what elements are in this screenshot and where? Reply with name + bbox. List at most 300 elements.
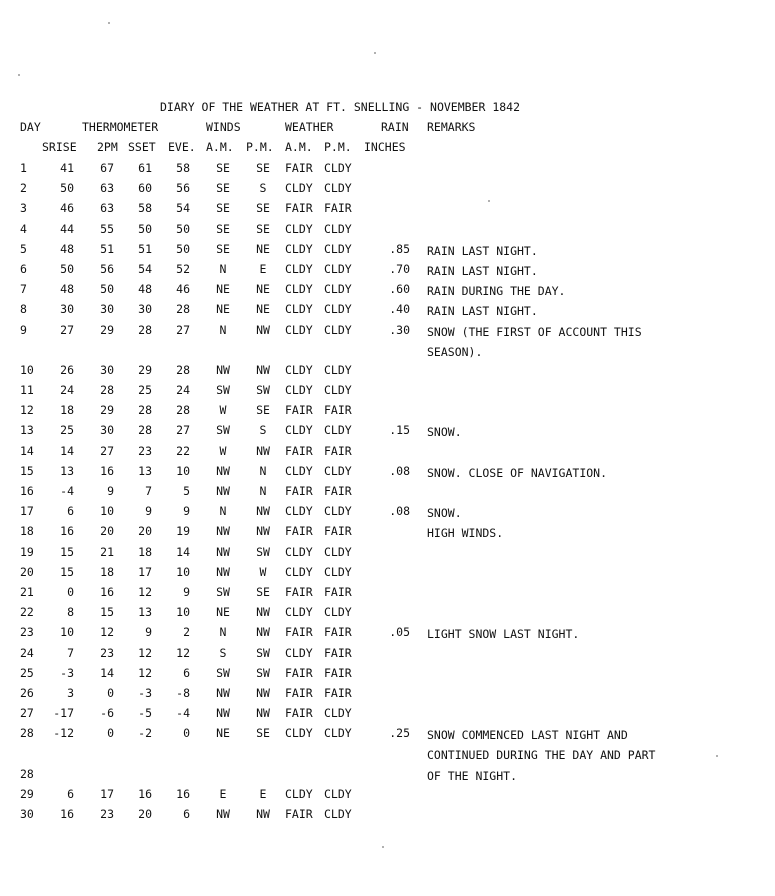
cell-weather-am: FAIR bbox=[285, 685, 313, 700]
cell-sset: 25 bbox=[138, 383, 152, 398]
document-title: DIARY OF THE WEATHER AT FT. SNELLING - NOVEMBER 1842 bbox=[160, 100, 521, 114]
cell-srise: 41 bbox=[60, 161, 74, 175]
cell-rain: .08 bbox=[389, 463, 410, 478]
cell-day: 4 bbox=[20, 221, 27, 236]
cell-winds-am: NW bbox=[216, 524, 230, 539]
cell-srise: 46 bbox=[60, 201, 74, 216]
cell-2pm: 16 bbox=[100, 463, 114, 478]
cell-winds-pm: NW bbox=[256, 322, 270, 337]
cell-sset: -2 bbox=[138, 726, 152, 741]
cell-2pm: 28 bbox=[100, 383, 114, 398]
cell-weather-am: CLDY bbox=[285, 463, 313, 478]
cell-winds-pm: W bbox=[259, 564, 267, 579]
cell-eve: 52 bbox=[176, 261, 190, 276]
cell-2pm: 20 bbox=[100, 524, 114, 539]
cell-remarks: RAIN DURING THE DAY. bbox=[427, 284, 566, 299]
scan-speck bbox=[382, 846, 384, 848]
cell-rain: .85 bbox=[389, 241, 410, 256]
cell-day: 23 bbox=[20, 625, 34, 640]
cell-day: 14 bbox=[20, 443, 34, 458]
cell-weather-pm: CLDY bbox=[324, 181, 352, 196]
cell-winds-pm: SW bbox=[256, 665, 270, 680]
cell-srise: -17 bbox=[53, 706, 74, 721]
cell-srise: 24 bbox=[60, 383, 74, 398]
cell-day: 5 bbox=[20, 241, 27, 256]
table-row bbox=[0, 624, 775, 644]
table-row bbox=[0, 645, 775, 665]
cell-weather-am: FAIR bbox=[285, 584, 313, 599]
cell-weather-pm: CLDY bbox=[324, 605, 352, 620]
table-row bbox=[0, 241, 775, 261]
cell-winds-pm: NE bbox=[256, 241, 270, 256]
cell-srise: -3 bbox=[60, 665, 74, 680]
cell-eve: 58 bbox=[176, 161, 190, 175]
scan-speck bbox=[488, 200, 490, 202]
cell-eve: 9 bbox=[183, 504, 190, 519]
cell-winds-am: E bbox=[219, 786, 227, 801]
cell-eve: 50 bbox=[176, 241, 190, 256]
cell-winds-am: N bbox=[219, 322, 227, 337]
cell-sset: 9 bbox=[145, 625, 152, 640]
cell-winds-pm: NW bbox=[256, 524, 270, 539]
cell-winds-am: SE bbox=[216, 181, 230, 196]
cell-srise: 50 bbox=[60, 261, 74, 276]
subheader-winds-pm: P.M. bbox=[246, 140, 274, 154]
cell-rain: .40 bbox=[389, 302, 410, 317]
header-remarks: REMARKS bbox=[427, 120, 476, 134]
header-weather: WEATHER bbox=[285, 120, 334, 134]
cell-sset: 17 bbox=[138, 564, 152, 579]
cell-winds-am: NW bbox=[216, 807, 230, 822]
cell-weather-am: CLDY bbox=[285, 322, 313, 337]
cell-day: 22 bbox=[20, 605, 34, 620]
cell-day: 19 bbox=[20, 544, 34, 559]
cell-sset: 12 bbox=[138, 645, 152, 660]
subheader-2pm: 2PM bbox=[97, 140, 118, 154]
cell-winds-pm: SE bbox=[256, 726, 270, 741]
cell-weather-am: CLDY bbox=[285, 544, 313, 559]
weather-table bbox=[0, 160, 775, 826]
cell-winds-am: NW bbox=[216, 463, 230, 478]
cell-weather-pm: CLDY bbox=[324, 504, 352, 519]
cell-day: 10 bbox=[20, 362, 34, 377]
table-row bbox=[0, 443, 775, 463]
table-row bbox=[0, 362, 775, 382]
table-row bbox=[0, 544, 775, 564]
cell-sset: 60 bbox=[138, 181, 152, 196]
cell-weather-am: CLDY bbox=[285, 362, 313, 377]
cell-sset: 7 bbox=[145, 484, 152, 499]
cell-day-repeat: 28 bbox=[20, 766, 34, 781]
cell-srise: 15 bbox=[60, 564, 74, 579]
cell-weather-pm: FAIR bbox=[324, 403, 352, 418]
cell-winds-pm: S bbox=[259, 423, 267, 438]
cell-sset: 20 bbox=[138, 807, 152, 822]
cell-winds-pm: NW bbox=[256, 362, 270, 377]
cell-day: 6 bbox=[20, 261, 27, 276]
cell-srise: 26 bbox=[60, 362, 74, 377]
header-thermometer: THERMOMETER bbox=[82, 120, 159, 134]
cell-sset: 48 bbox=[138, 282, 152, 297]
cell-sset: -3 bbox=[138, 685, 152, 700]
cell-2pm: 30 bbox=[100, 302, 114, 317]
cell-winds-am: NW bbox=[216, 362, 230, 377]
cell-winds-am: SW bbox=[216, 584, 230, 599]
cell-2pm: 63 bbox=[100, 201, 114, 216]
cell-sset: 28 bbox=[138, 423, 152, 438]
cell-2pm: 63 bbox=[100, 181, 114, 196]
cell-winds-pm: NW bbox=[256, 605, 270, 620]
cell-weather-pm: CLDY bbox=[324, 786, 352, 801]
table-row bbox=[0, 564, 775, 584]
cell-2pm: 14 bbox=[100, 665, 114, 680]
table-row bbox=[0, 322, 775, 362]
cell-eve: 16 bbox=[176, 786, 190, 801]
cell-weather-am: FAIR bbox=[285, 161, 313, 175]
cell-weather-am: CLDY bbox=[285, 605, 313, 620]
cell-weather-am: CLDY bbox=[285, 564, 313, 579]
cell-eve: 0 bbox=[183, 726, 190, 741]
cell-rain: .25 bbox=[389, 726, 410, 741]
table-row bbox=[0, 705, 775, 725]
cell-sset: 23 bbox=[138, 443, 152, 458]
cell-weather-pm: FAIR bbox=[324, 524, 352, 539]
subheader-inches: INCHES bbox=[364, 140, 406, 154]
cell-winds-pm: SE bbox=[256, 201, 270, 216]
cell-weather-am: CLDY bbox=[285, 261, 313, 276]
cell-eve: 9 bbox=[183, 584, 190, 599]
cell-winds-am: SW bbox=[216, 423, 230, 438]
cell-eve: 10 bbox=[176, 463, 190, 478]
cell-weather-pm: CLDY bbox=[324, 544, 352, 559]
cell-eve: 28 bbox=[176, 403, 190, 418]
cell-winds-am: N bbox=[219, 261, 227, 276]
cell-winds-am: SE bbox=[216, 161, 230, 175]
header-day: DAY bbox=[20, 120, 41, 134]
cell-2pm: 0 bbox=[107, 726, 114, 741]
table-row bbox=[0, 584, 775, 604]
cell-day: 18 bbox=[20, 524, 34, 539]
cell-day: 13 bbox=[20, 423, 34, 438]
cell-winds-am: NE bbox=[216, 605, 230, 620]
cell-weather-pm: FAIR bbox=[324, 665, 352, 680]
cell-sset: 18 bbox=[138, 544, 152, 559]
table-row bbox=[0, 402, 775, 422]
cell-eve: 10 bbox=[176, 564, 190, 579]
cell-weather-pm: CLDY bbox=[324, 282, 352, 297]
cell-winds-pm: NW bbox=[256, 443, 270, 458]
table-row bbox=[0, 503, 775, 523]
cell-day: 17 bbox=[20, 504, 34, 519]
cell-srise: 27 bbox=[60, 322, 74, 337]
cell-eve: 54 bbox=[176, 201, 190, 216]
cell-eve: 27 bbox=[176, 322, 190, 337]
cell-srise: 8 bbox=[67, 605, 74, 620]
cell-winds-am: SW bbox=[216, 665, 230, 680]
cell-winds-pm: SW bbox=[256, 645, 270, 660]
header-rain: RAIN bbox=[381, 120, 409, 134]
table-row bbox=[0, 786, 775, 806]
cell-eve: 6 bbox=[183, 665, 190, 680]
cell-2pm: 17 bbox=[100, 786, 114, 801]
cell-remarks: RAIN LAST NIGHT. bbox=[427, 243, 538, 258]
cell-2pm: 23 bbox=[100, 807, 114, 822]
table-row bbox=[0, 665, 775, 685]
cell-2pm: 21 bbox=[100, 544, 114, 559]
cell-day: 7 bbox=[20, 282, 27, 297]
cell-srise: 16 bbox=[60, 807, 74, 822]
scan-speck bbox=[374, 52, 376, 54]
cell-remarks: SNOW. bbox=[427, 425, 462, 440]
cell-winds-pm: SW bbox=[256, 544, 270, 559]
cell-2pm: 9 bbox=[107, 484, 114, 499]
cell-2pm: 15 bbox=[100, 605, 114, 620]
cell-rain: .60 bbox=[389, 282, 410, 297]
scan-speck bbox=[716, 755, 718, 757]
cell-eve: 46 bbox=[176, 282, 190, 297]
cell-winds-pm: N bbox=[259, 463, 267, 478]
cell-srise: 48 bbox=[60, 241, 74, 256]
cell-winds-pm: E bbox=[259, 786, 267, 801]
table-row bbox=[0, 200, 775, 220]
cell-2pm: 10 bbox=[100, 504, 114, 519]
cell-day: 9 bbox=[20, 322, 27, 337]
cell-srise: 6 bbox=[67, 786, 74, 801]
subheader-winds-am: A.M. bbox=[206, 140, 234, 154]
cell-sset: 30 bbox=[138, 302, 152, 317]
cell-weather-am: FAIR bbox=[285, 443, 313, 458]
cell-winds-pm: NW bbox=[256, 504, 270, 519]
cell-rain: .15 bbox=[389, 423, 410, 438]
cell-winds-pm: NW bbox=[256, 685, 270, 700]
cell-day: 27 bbox=[20, 706, 34, 721]
cell-2pm: 55 bbox=[100, 221, 114, 236]
cell-2pm: 56 bbox=[100, 261, 114, 276]
cell-winds-am: N bbox=[219, 504, 227, 519]
cell-weather-pm: FAIR bbox=[324, 484, 352, 499]
cell-srise: 30 bbox=[60, 302, 74, 317]
cell-2pm: 29 bbox=[100, 322, 114, 337]
cell-srise: 18 bbox=[60, 403, 74, 418]
cell-srise: 0 bbox=[67, 584, 74, 599]
cell-remarks: SNOW. CLOSE OF NAVIGATION. bbox=[427, 465, 608, 480]
cell-weather-pm: FAIR bbox=[324, 443, 352, 458]
cell-winds-am: NW bbox=[216, 685, 230, 700]
cell-weather-pm: CLDY bbox=[324, 463, 352, 478]
cell-day: 30 bbox=[20, 807, 34, 822]
header-row-groups bbox=[0, 120, 775, 136]
cell-2pm: 30 bbox=[100, 362, 114, 377]
cell-winds-am: W bbox=[219, 403, 227, 418]
cell-weather-am: FAIR bbox=[285, 807, 313, 822]
cell-winds-am: SE bbox=[216, 221, 230, 236]
table-row bbox=[0, 221, 775, 241]
cell-rain: .70 bbox=[389, 261, 410, 276]
cell-eve: 10 bbox=[176, 605, 190, 620]
cell-2pm: 18 bbox=[100, 564, 114, 579]
table-row bbox=[0, 806, 775, 826]
cell-remarks: SNOW. bbox=[427, 506, 462, 521]
cell-sset: 61 bbox=[138, 161, 152, 175]
cell-rain: .08 bbox=[389, 504, 410, 519]
cell-weather-pm: CLDY bbox=[324, 807, 352, 822]
cell-day: 21 bbox=[20, 584, 34, 599]
cell-winds-am: NE bbox=[216, 282, 230, 297]
cell-winds-am: N bbox=[219, 625, 227, 640]
cell-day: 16 bbox=[20, 484, 34, 499]
cell-eve: 28 bbox=[176, 362, 190, 377]
cell-winds-am: SW bbox=[216, 383, 230, 398]
cell-srise: 13 bbox=[60, 463, 74, 478]
cell-sset: 13 bbox=[138, 463, 152, 478]
cell-eve: 28 bbox=[176, 302, 190, 317]
cell-weather-pm: CLDY bbox=[324, 362, 352, 377]
cell-eve: 27 bbox=[176, 423, 190, 438]
table-row bbox=[0, 382, 775, 402]
cell-winds-am: W bbox=[219, 443, 227, 458]
cell-remarks: RAIN LAST NIGHT. bbox=[427, 263, 538, 278]
cell-rain: .05 bbox=[389, 625, 410, 640]
cell-day: 12 bbox=[20, 403, 34, 418]
cell-2pm: 12 bbox=[100, 625, 114, 640]
cell-sset: 12 bbox=[138, 584, 152, 599]
table-row bbox=[0, 301, 775, 321]
table-row bbox=[0, 685, 775, 705]
cell-weather-am: CLDY bbox=[285, 383, 313, 398]
cell-winds-pm: SW bbox=[256, 383, 270, 398]
cell-eve: 14 bbox=[176, 544, 190, 559]
cell-srise: 25 bbox=[60, 423, 74, 438]
cell-srise: -4 bbox=[60, 484, 74, 499]
cell-2pm: 16 bbox=[100, 584, 114, 599]
cell-sset: 28 bbox=[138, 322, 152, 337]
cell-weather-pm: CLDY bbox=[324, 241, 352, 256]
cell-winds-am: SE bbox=[216, 241, 230, 256]
cell-weather-pm: FAIR bbox=[324, 201, 352, 216]
cell-weather-am: FAIR bbox=[285, 665, 313, 680]
cell-weather-am: FAIR bbox=[285, 524, 313, 539]
subheader-weather-pm: P.M. bbox=[324, 140, 352, 154]
cell-weather-pm: CLDY bbox=[324, 322, 352, 337]
cell-eve: 22 bbox=[176, 443, 190, 458]
cell-eve: 6 bbox=[183, 807, 190, 822]
cell-srise: 6 bbox=[67, 504, 74, 519]
cell-sset: 29 bbox=[138, 362, 152, 377]
header-winds: WINDS bbox=[206, 120, 241, 134]
cell-weather-am: CLDY bbox=[285, 181, 313, 196]
cell-weather-am: FAIR bbox=[285, 625, 313, 640]
cell-sset: 50 bbox=[138, 221, 152, 236]
cell-2pm: 0 bbox=[107, 685, 114, 700]
cell-sset: -5 bbox=[138, 706, 152, 721]
cell-remarks: SEASON). bbox=[427, 344, 483, 359]
scan-speck bbox=[18, 74, 20, 76]
cell-remarks: SNOW COMMENCED LAST NIGHT AND bbox=[427, 728, 628, 743]
cell-winds-pm: E bbox=[259, 261, 267, 276]
cell-2pm: 27 bbox=[100, 443, 114, 458]
cell-weather-am: CLDY bbox=[285, 786, 313, 801]
cell-weather-pm: CLDY bbox=[324, 302, 352, 317]
cell-day: 25 bbox=[20, 665, 34, 680]
cell-sset: 9 bbox=[145, 504, 152, 519]
cell-weather-am: FAIR bbox=[285, 403, 313, 418]
table-row bbox=[0, 725, 775, 786]
cell-weather-am: CLDY bbox=[285, 221, 313, 236]
cell-remarks: OF THE NIGHT. bbox=[427, 768, 518, 783]
cell-day: 28 bbox=[20, 726, 34, 741]
table-row bbox=[0, 604, 775, 624]
header-row-subcolumns bbox=[0, 140, 775, 156]
table-row bbox=[0, 483, 775, 503]
scan-speck bbox=[108, 22, 110, 24]
table-row bbox=[0, 281, 775, 301]
cell-remarks: CONTINUED DURING THE DAY AND PART bbox=[427, 748, 656, 763]
cell-day: 20 bbox=[20, 564, 34, 579]
cell-2pm: 51 bbox=[100, 241, 114, 256]
subheader-eve: EVE. bbox=[168, 140, 196, 154]
cell-day: 24 bbox=[20, 645, 34, 660]
cell-winds-pm: NW bbox=[256, 706, 270, 721]
cell-2pm: 67 bbox=[100, 161, 114, 175]
cell-weather-am: CLDY bbox=[285, 282, 313, 297]
cell-sset: 16 bbox=[138, 786, 152, 801]
cell-eve: 5 bbox=[183, 484, 190, 499]
cell-day: 1 bbox=[20, 161, 27, 175]
cell-winds-pm: NE bbox=[256, 302, 270, 317]
cell-winds-am: NW bbox=[216, 564, 230, 579]
cell-weather-am: CLDY bbox=[285, 645, 313, 660]
cell-2pm: 50 bbox=[100, 282, 114, 297]
cell-weather-am: CLDY bbox=[285, 302, 313, 317]
cell-rain: .30 bbox=[389, 322, 410, 337]
cell-2pm: 29 bbox=[100, 403, 114, 418]
cell-srise: 10 bbox=[60, 625, 74, 640]
cell-winds-pm: NE bbox=[256, 282, 270, 297]
cell-weather-am: FAIR bbox=[285, 706, 313, 721]
cell-weather-pm: CLDY bbox=[324, 261, 352, 276]
cell-winds-pm: SE bbox=[256, 161, 270, 175]
subheader-sset: SSET bbox=[128, 140, 156, 154]
cell-2pm: 30 bbox=[100, 423, 114, 438]
cell-weather-pm: CLDY bbox=[324, 726, 352, 741]
cell-sset: 51 bbox=[138, 241, 152, 256]
cell-weather-pm: CLDY bbox=[324, 564, 352, 579]
cell-winds-am: NW bbox=[216, 484, 230, 499]
cell-eve: 2 bbox=[183, 625, 190, 640]
table-row bbox=[0, 463, 775, 483]
cell-day: 11 bbox=[20, 383, 34, 398]
cell-weather-am: CLDY bbox=[285, 726, 313, 741]
cell-remarks: RAIN LAST NIGHT. bbox=[427, 304, 538, 319]
cell-day: 8 bbox=[20, 302, 27, 317]
cell-srise: -12 bbox=[53, 726, 74, 741]
cell-day: 29 bbox=[20, 786, 34, 801]
cell-2pm: 23 bbox=[100, 645, 114, 660]
cell-srise: 44 bbox=[60, 221, 74, 236]
cell-srise: 48 bbox=[60, 282, 74, 297]
cell-eve: 24 bbox=[176, 383, 190, 398]
cell-eve: -4 bbox=[176, 706, 190, 721]
cell-srise: 15 bbox=[60, 544, 74, 559]
table-row bbox=[0, 422, 775, 442]
cell-winds-pm: SE bbox=[256, 584, 270, 599]
cell-winds-pm: NW bbox=[256, 625, 270, 640]
cell-eve: 19 bbox=[176, 524, 190, 539]
subheader-srise: SRISE bbox=[42, 140, 77, 154]
cell-eve: 56 bbox=[176, 181, 190, 196]
table-row bbox=[0, 160, 775, 180]
cell-weather-pm: CLDY bbox=[324, 221, 352, 236]
